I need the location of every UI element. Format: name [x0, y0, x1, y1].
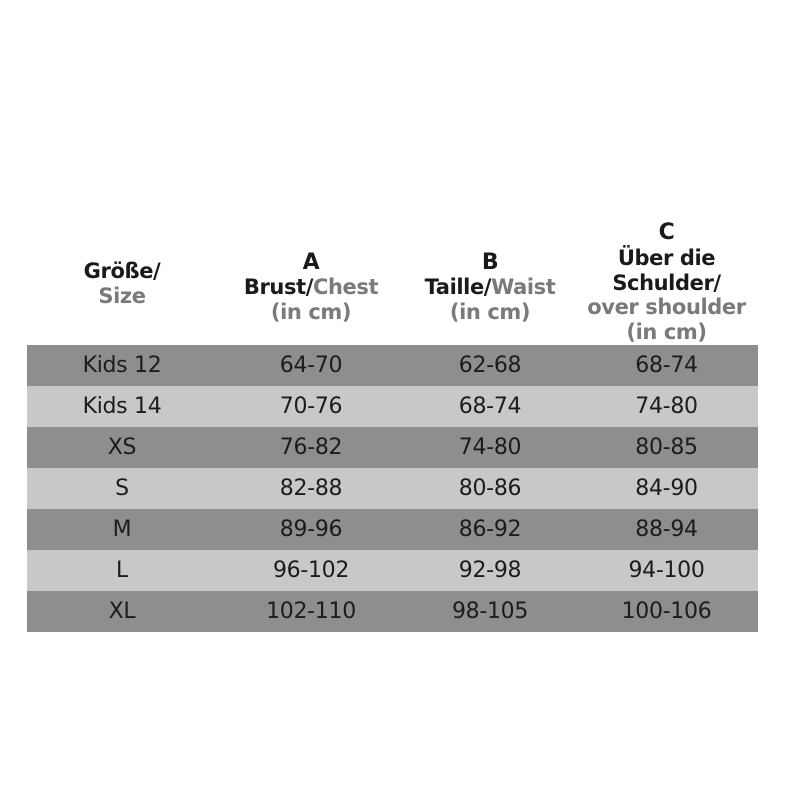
header-size-de: Größe/ [83, 259, 161, 284]
cell-size: XL [108, 599, 136, 624]
cell-size: M [112, 517, 132, 542]
cell-shoulder: 94-100 [628, 558, 705, 583]
cell-chest: 64-70 [279, 353, 343, 378]
cell-shoulder: 88-94 [635, 517, 698, 542]
header-size-en: Size [98, 284, 146, 309]
header-chest [217, 250, 405, 325]
header-shoulder-unit: (in cm) [626, 320, 707, 345]
header-shoulder-en: over shoulder [587, 295, 746, 320]
header-waist-letter: B [481, 249, 499, 275]
cell-chest: 96-102 [272, 558, 350, 583]
table-row [27, 427, 758, 468]
cell-chest: 76-82 [279, 435, 343, 460]
cell-size: S [115, 476, 129, 501]
header-shoulder [575, 220, 758, 345]
table-header [27, 210, 758, 345]
header-size [27, 259, 217, 309]
header-shoulder-de: Über die Schulder/ [612, 245, 721, 295]
cell-size: L [116, 558, 128, 583]
header-chest-en: Chest [312, 275, 379, 300]
header-shoulder-letter: C [658, 219, 675, 245]
header-waist [405, 250, 575, 325]
cell-waist: 62-68 [458, 353, 522, 378]
table-body [27, 345, 758, 632]
cell-shoulder: 80-85 [635, 435, 698, 460]
cell-chest: 82-88 [279, 476, 343, 501]
cell-shoulder: 74-80 [635, 394, 698, 419]
header-chest-letter: A [302, 249, 320, 275]
table-row [27, 386, 758, 427]
cell-size: Kids 12 [82, 353, 162, 378]
cell-shoulder: 100-106 [621, 599, 712, 624]
cell-waist: 98-105 [451, 599, 529, 624]
cell-waist: 80-86 [458, 476, 522, 501]
header-waist-en: Waist [491, 275, 556, 300]
header-chest-unit: (in cm) [270, 300, 352, 325]
cell-waist: 92-98 [458, 558, 522, 583]
header-waist-de: Taille/ [424, 275, 492, 300]
header-waist-unit: (in cm) [449, 300, 531, 325]
table-row [27, 550, 758, 591]
table-row [27, 509, 758, 550]
cell-waist: 74-80 [458, 435, 522, 460]
cell-waist: 68-74 [458, 394, 522, 419]
cell-size: Kids 14 [82, 394, 162, 419]
cell-shoulder: 84-90 [635, 476, 698, 501]
cell-chest: 102-110 [266, 599, 356, 624]
cell-waist: 86-92 [458, 517, 522, 542]
size-chart-table [27, 210, 758, 632]
header-chest-de: Brust/ [243, 275, 313, 300]
cell-chest: 70-76 [279, 394, 343, 419]
cell-size: XS [107, 435, 137, 460]
table-row [27, 468, 758, 509]
cell-chest: 89-96 [279, 517, 343, 542]
table-row [27, 345, 758, 386]
cell-shoulder: 68-74 [635, 353, 698, 378]
table-row [27, 591, 758, 632]
